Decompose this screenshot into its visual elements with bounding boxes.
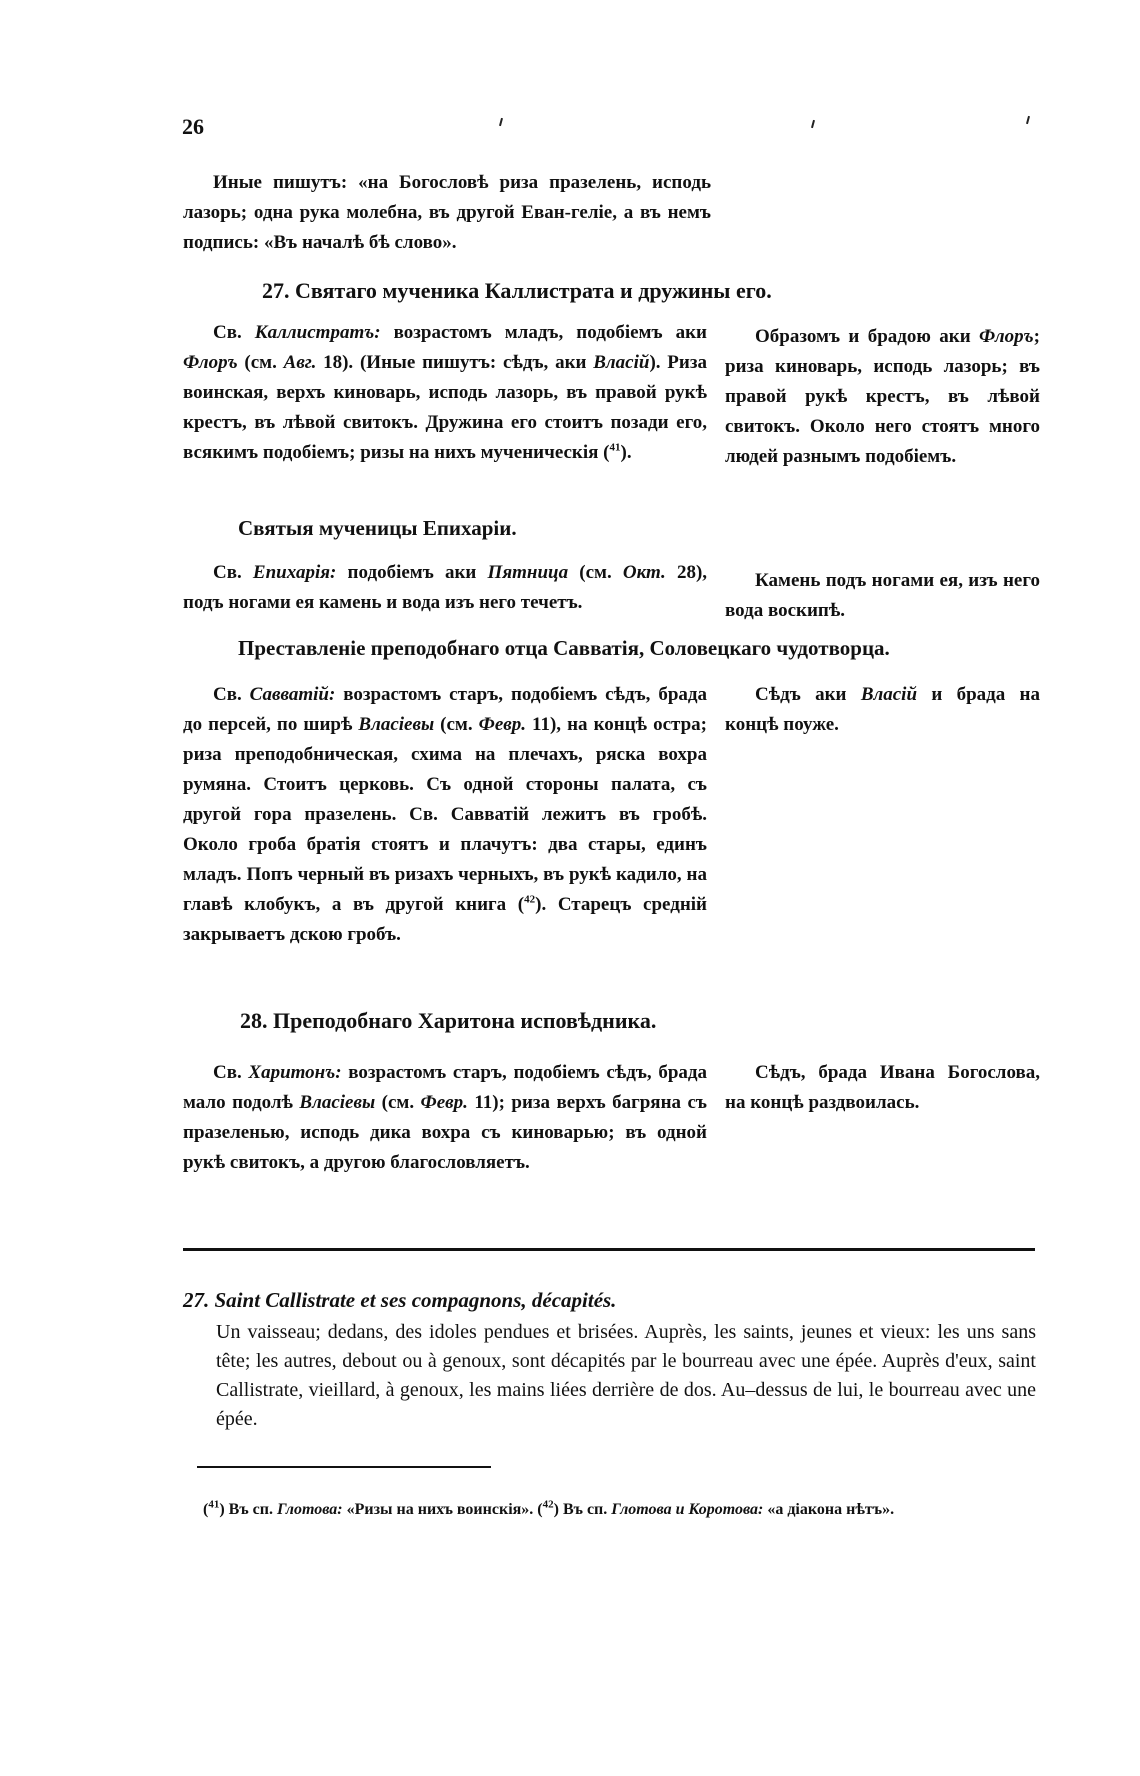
section-divider xyxy=(183,1248,1035,1251)
print-speck xyxy=(499,118,503,126)
french-note-body: Un vaisseau; dedans, des idoles pendues et brisées. Auprès, les saints, jeunes et vieux: les uns sans tête; les autres, debout ou à genoux, sont décapités par le bourreau avec une épée. Auprès d'eux, saint Callistrate, vieillard, à genoux, les mains liées derrière de dos. Au–dessus de lui, le bourreau avec une épée. xyxy=(216,1321,1036,1430)
section-28-right-text: Сѣдъ, брада Ивана Богослова, на концѣ раздвоилась. xyxy=(725,1062,1040,1113)
section-epicharia-left-text: Св. Епихарiя: подобiемъ аки Пятница (см. Окт. 28), подъ ногами ея камень и вода изъ него течетъ. xyxy=(183,562,708,613)
print-speck xyxy=(1026,116,1030,124)
footnotes: ($^{41}$) Въ сп. Глотова: «Ризы на нихъ воинскiя». ($^{42}$) Въ сп. Глотова и Коротова: «а дiакона нѣтъ». xyxy=(203,1498,895,1518)
section-epicharia-right-text: Камень подъ ногами ея, изъ него вода воскипѣ. xyxy=(725,570,1040,621)
section-heading-savvaty: Преставленiе преподобнаго отца Савватiя, Соловецкаго чудотворца. xyxy=(238,636,890,660)
intro-paragraph: Иные пишутъ: «на Богословѣ риза празелень, исподь лазорь; одна рука молебна, въ другой Еван-гелiе, а въ немъ подпись: «Въ началѣ бѣ слово». xyxy=(183,172,711,253)
french-note-heading: 27. Saint Callistrate et ses compagnons, décapités. xyxy=(183,1288,617,1312)
section-savvaty-left-text: Св. Савватiй: возрастомъ старъ, подобiемъ сѣдъ, брада до персей, по ширѣ Власiевы (см. Февр. 11), на концѣ остра; риза преподобническая, схима на плечахъ, ряска вохра румяна. Стоитъ церковь. Съ одной стороны палата, съ другой гора празелень. Св. Савватiй лежитъ въ гробѣ. Около гроба братiя стоятъ и плачутъ: два стары, единъ младъ. Попъ черный въ ризахъ черныхъ, въ рукѣ кадило, на главѣ клобукъ, а въ другой книга ($^{42}$). Старецъ среднiй закрываетъ дскою гробъ. xyxy=(183,684,708,945)
section-savvaty-right-text: Сѣдъ аки Власiй и брада на концѣ поуже. xyxy=(725,684,1040,735)
section-heading-epicharia: Святыя мученицы Епихарiи. xyxy=(238,516,517,540)
footnote-41-number: 41 xyxy=(208,1498,220,1511)
section-27-right-text: Образомъ и брадою аки Флоръ; риза киноварь, исподь лазорь; въ правой рукѣ крестъ, въ лѣвой свитокъ. Около него стоятъ много людей разнымъ подобiемъ. xyxy=(725,326,1040,467)
footnote-ref: 42 xyxy=(524,893,536,906)
print-speck xyxy=(811,120,815,128)
footnote-divider xyxy=(197,1466,491,1468)
section-28-left-text: Св. Харитонъ: возрастомъ старъ, подобiемъ сѣдъ, брада мало подолѣ Власiевы (см. Февр. 11); риза верхъ багряна съ празеленью, исподь дика вохра съ киноварью; въ одной рукѣ свитокъ, а другою благословляетъ. xyxy=(183,1062,708,1173)
section-heading-28: 28. Преподобнаго Харитона исповѣдника. xyxy=(240,1008,657,1033)
section-heading-27: 27. Святаго мученика Каллистрата и дружины его. xyxy=(262,278,772,303)
footnote-ref: 41 xyxy=(609,441,621,454)
page-number: 26 xyxy=(182,114,204,139)
footnote-42-number: 42 xyxy=(542,1498,554,1511)
section-27-left-text: Св. Каллистратъ: возрастомъ младъ, подобiемъ аки Флоръ (см. Авг. 18). (Иные пишутъ: сѣдъ, аки Власiй). Риза воинская, верхъ киноварь, исподь лазорь, въ правой рукѣ крестъ, въ лѣвой свитокъ. Дружина его стоитъ позади его, всякимъ подобiемъ; ризы на нихъ мученическiя ($^{41}$). xyxy=(183,322,708,463)
saint-name: Каллистратъ: xyxy=(254,322,381,343)
